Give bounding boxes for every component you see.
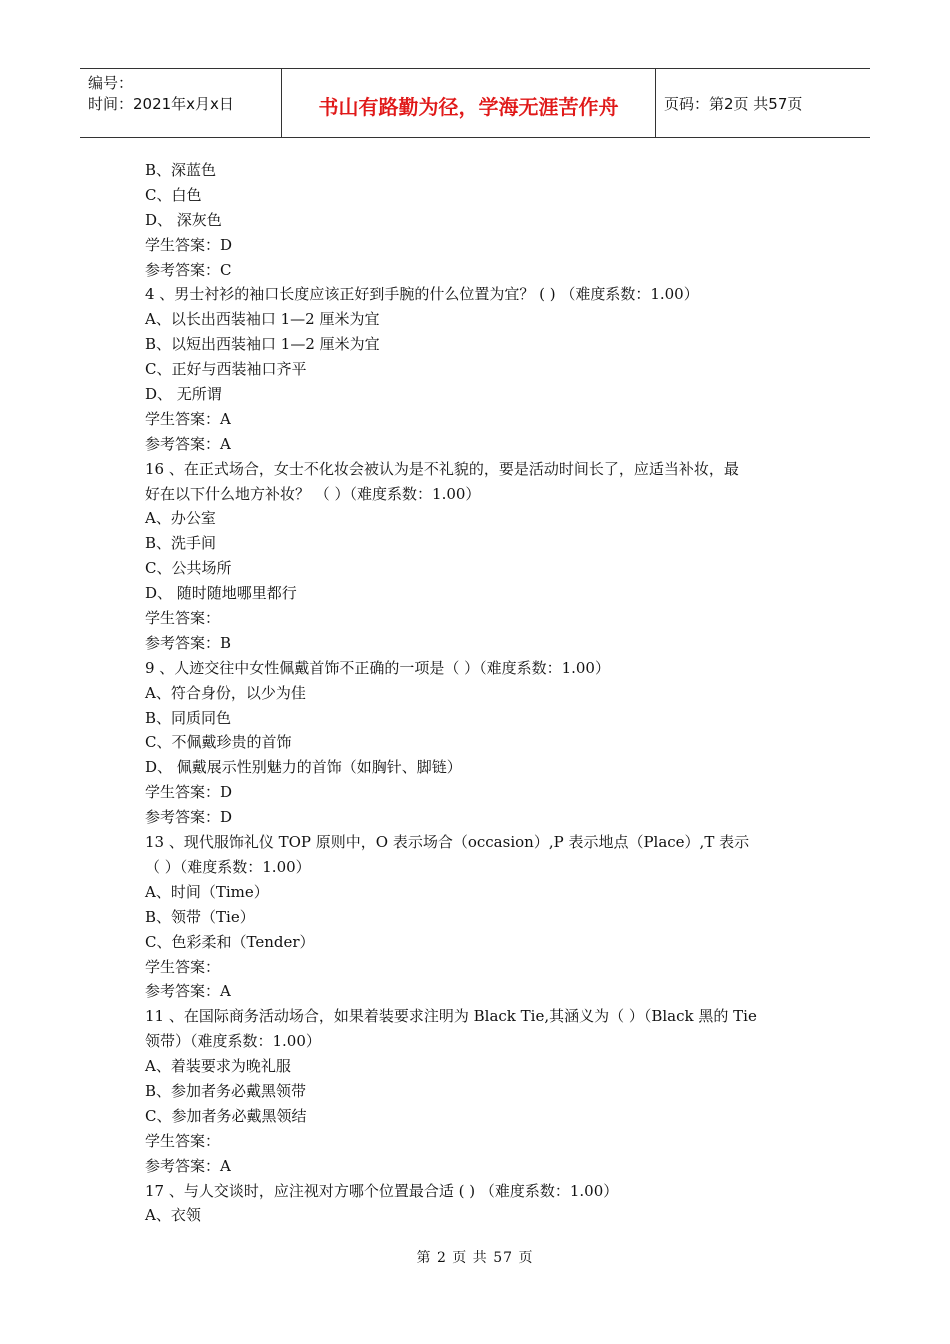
text-line: 4 、男士衬衫的袖口长度应该正好到手腕的什么位置为宜？ ( ) （难度系数：1.00） xyxy=(145,285,699,304)
text-line: 学生答案：A xyxy=(145,409,231,428)
text-line: 学生答案： xyxy=(145,609,221,628)
text-line: D、 深灰色 xyxy=(145,210,222,229)
text-line: A、以长出西装袖口 1—2 厘米为宜 xyxy=(145,310,380,329)
document-number-label: 编号： xyxy=(88,74,134,92)
text-line: 参考答案：A xyxy=(145,1156,231,1175)
text-line: 好在以下什么地方补妆？ （ ）（难度系数：1.00） xyxy=(145,484,481,503)
text-line: B、领带（Tie） xyxy=(145,907,255,926)
text-line: 参考答案：A xyxy=(145,982,231,1001)
text-line: C、参加者务必戴黑领结 xyxy=(145,1106,307,1125)
text-line: （ ）（难度系数：1.00） xyxy=(145,857,311,876)
text-line: 16 、在正式场合，女士不化妆会被认为是不礼貌的，要是活动时间长了，应适当补妆，最 xyxy=(145,459,739,478)
text-line: 13 、现代服饰礼仪 TOP 原则中，O 表示场合（occasion）,P 表示地点（Place）,T 表示 xyxy=(145,833,750,852)
text-line: D、 随时随地哪里都行 xyxy=(145,584,297,603)
text-line: C、公共场所 xyxy=(145,559,232,578)
header-motto: 书山有路勤为径，学海无涯苦作舟 xyxy=(282,69,656,137)
text-line: 9 、人迹交往中女性佩戴首饰不正确的一项是（ ）（难度系数：1.00） xyxy=(145,658,610,677)
text-line: 学生答案：D xyxy=(145,783,233,802)
text-line: 学生答案：D xyxy=(145,235,233,254)
text-line: C、正好与西装袖口齐平 xyxy=(145,360,307,379)
text-line: A、着装要求为晚礼服 xyxy=(145,1057,291,1076)
text-line: D、 佩戴展示性别魅力的首饰（如胸针、脚链） xyxy=(145,758,462,777)
text-line: 领带）（难度系数：1.00） xyxy=(145,1032,321,1051)
text-line: B、洗手间 xyxy=(145,534,217,553)
text-line: 学生答案： xyxy=(145,1131,221,1150)
text-line: 参考答案：B xyxy=(145,633,232,652)
text-line: B、以短出西装袖口 1—2 厘米为宜 xyxy=(145,335,380,354)
text-line: B、同质同色 xyxy=(145,708,232,727)
header-meta xyxy=(80,69,282,137)
text-line: 参考答案：A xyxy=(145,434,231,453)
page-header xyxy=(80,68,870,138)
document-body xyxy=(145,158,810,1228)
document-time: 时间：2021年x月x日 xyxy=(88,95,234,113)
text-line: 17 、与人交谈时，应注视对方哪个位置最合适 ( ) （难度系数：1.00） xyxy=(145,1181,619,1200)
text-line: 参考答案：C xyxy=(145,260,232,279)
text-line: A、办公室 xyxy=(145,509,216,528)
text-line: C、不佩戴珍贵的首饰 xyxy=(145,733,292,752)
text-line: C、色彩柔和（Tender） xyxy=(145,932,315,951)
page-footer: 第 2 页 共 57 页 xyxy=(416,1250,534,1266)
text-line: A、时间（Time） xyxy=(145,882,269,901)
text-line: 学生答案： xyxy=(145,957,221,976)
text-line: 11 、在国际商务活动场合，如果着装要求注明为 Black Tie,其涵义为（ ）（Black 黑的 Tie xyxy=(145,1007,757,1026)
text-line: B、参加者务必戴黑领带 xyxy=(145,1081,307,1100)
text-line: 参考答案：D xyxy=(145,808,233,827)
header-page-info: 页码：第2页 共57页 xyxy=(664,94,803,113)
text-line: B、深蓝色 xyxy=(145,161,217,179)
text-line: A、符合身份，以少为佳 xyxy=(145,683,306,702)
text-line: A、衣领 xyxy=(145,1206,201,1225)
text-line: C、白色 xyxy=(145,185,202,204)
text-line: D、 无所谓 xyxy=(145,385,222,404)
